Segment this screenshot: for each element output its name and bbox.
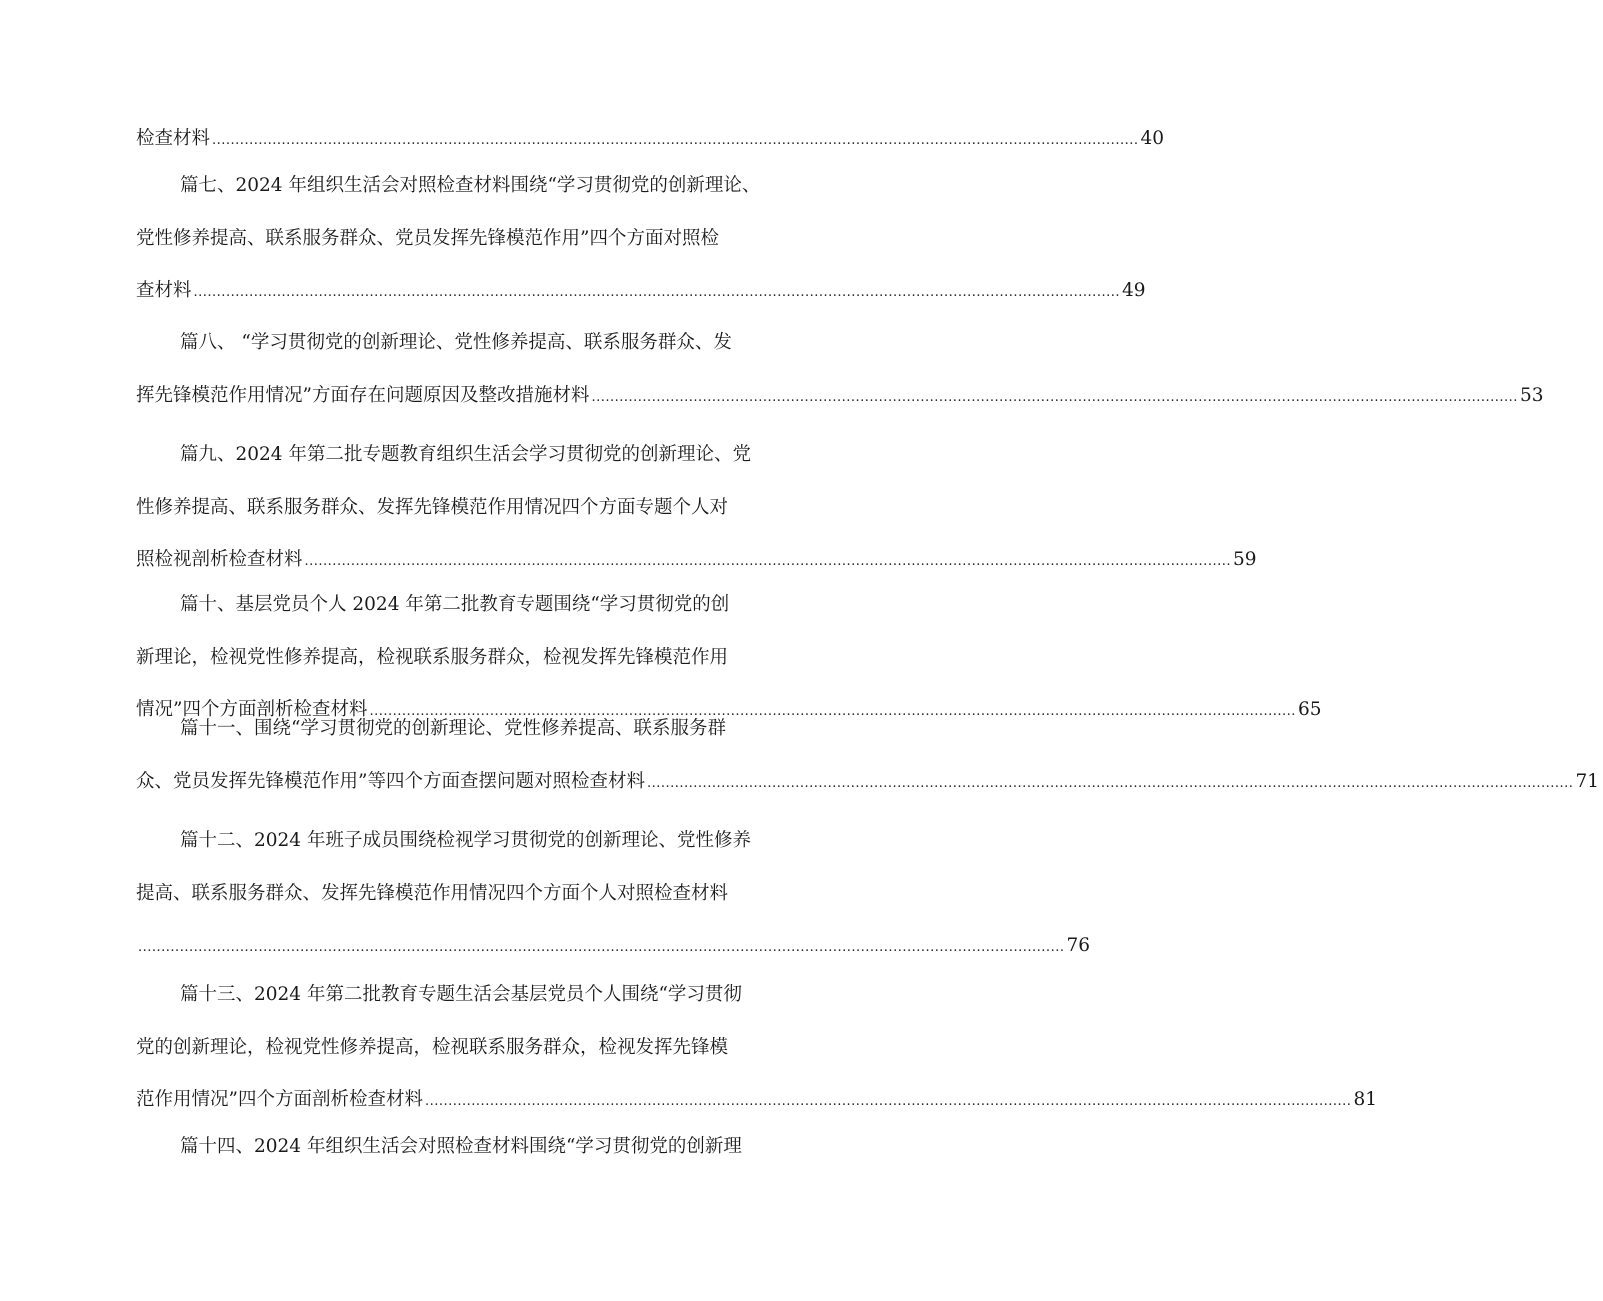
toc-entry[interactable] (136, 429, 1257, 587)
toc-page-number: 49 (1121, 280, 1146, 301)
toc-entry-leader-line (136, 920, 1091, 973)
toc-entry-leader-line (136, 113, 1165, 166)
toc-entry-title-end: 范作用情况”四个方面剖析检查材料 (136, 1089, 423, 1110)
dot-leader: ........................................................................................................................................................................................................ (424, 1094, 1352, 1109)
toc-page-number: 76 (1066, 935, 1091, 956)
toc-entry-line: 篇十四、2024 年组织生活会对照检查材料围绕“学习贯彻党的创新理 (180, 1136, 742, 1157)
dot-leader: ........................................................................................................................................................................................................ (591, 389, 1518, 405)
toc-entry-line: 篇十二、2024 年班子成员围绕检视学习贯彻党的创新理论、党性修养 (180, 830, 751, 851)
toc-page-number: 81 (1353, 1089, 1377, 1110)
toc-entry-line: 篇十三、2024 年第二批教育专题生活会基层党员个人围绕“学习贯彻 (180, 984, 742, 1005)
dot-leader: ........................................................................................................................................................................................................ (304, 554, 1231, 569)
toc-entry-leader-line (136, 265, 1146, 318)
toc-entry-line: 党的创新理论，检视党性修养提高，检视联系服务群众，检视发挥先锋模 (136, 1036, 729, 1058)
toc-entry-leader-line (136, 370, 1544, 423)
dot-leader: ........................................................................................................................................................................................................ (646, 775, 1574, 791)
toc-entry-title-end: 检查材料 (136, 128, 211, 149)
toc-page-number: 53 (1519, 384, 1544, 406)
toc-entry-title-end: 众、党员发挥先锋模范作用”等四个方面查摆问题对照检查材料 (136, 770, 645, 792)
toc-entry-line: 篇九、2024 年第二批专题教育组织生活会学习贯彻党的创新理论、党 (180, 444, 751, 465)
toc-entry-title-end: 情况”四个方面剖析检查材料 (136, 699, 368, 720)
dot-leader: ........................................................................................................................................................................................................ (212, 133, 1139, 148)
toc-entry[interactable] (136, 317, 1544, 422)
toc-entry-leader-line (136, 756, 1599, 809)
toc-entry-line: 提高、联系服务群众、发挥先锋模范作用情况四个方面个人对照检查材料 (136, 882, 729, 904)
toc-entry-line: 篇十一、围绕“学习贯彻党的创新理论、党性修养提高、联系服务群 (180, 718, 726, 739)
toc-entry[interactable] (136, 1121, 784, 1174)
toc-entry-line: 党性修养提高、联系服务群众、党员发挥先锋模范作用”四个方面对照检 (136, 227, 719, 249)
toc-entry-line: 性修养提高、联系服务群众、发挥先锋模范作用情况四个方面专题个人对 (136, 496, 729, 518)
toc-entry-line: 新理论，检视党性修养提高，检视联系服务群众，检视发挥先锋模范作用 (136, 646, 729, 668)
toc-entry-title-end: 照检视剖析检查材料 (136, 549, 303, 570)
toc-page-number: 40 (1140, 128, 1165, 149)
toc-entry-title-end: 挥先锋模范作用情况”方面存在问题原因及整改措施材料 (136, 384, 590, 406)
toc-entry-line: 篇十、基层党员个人 2024 年第二批教育专题围绕“学习贯彻党的创 (180, 594, 730, 615)
toc-page-number: 71 (1575, 770, 1599, 792)
toc-page-number: 59 (1232, 549, 1257, 570)
toc-entry-title-end: 查材料 (136, 280, 192, 301)
toc-entry-line: 篇八、 “学习贯彻党的创新理论、党性修养提高、联系服务群众、发 (180, 332, 732, 353)
dot-leader: ........................................................................................................................................................................................................ (193, 285, 1120, 300)
toc-entry[interactable] (136, 113, 1165, 166)
dot-leader: ........................................................................................................................................................................................................ (138, 940, 1065, 955)
toc-entry[interactable] (136, 815, 1091, 973)
toc-entry[interactable] (136, 160, 1146, 318)
toc-entry-leader-line (136, 1074, 1377, 1127)
toc-entry-line: 篇七、2024 年组织生活会对照检查材料围绕“学习贯彻党的创新理论、 (180, 175, 761, 196)
toc-entry[interactable] (136, 969, 1377, 1127)
toc-page-number: 65 (1297, 699, 1322, 720)
dot-leader: ........................................................................................................................................................................................................ (369, 704, 1296, 719)
